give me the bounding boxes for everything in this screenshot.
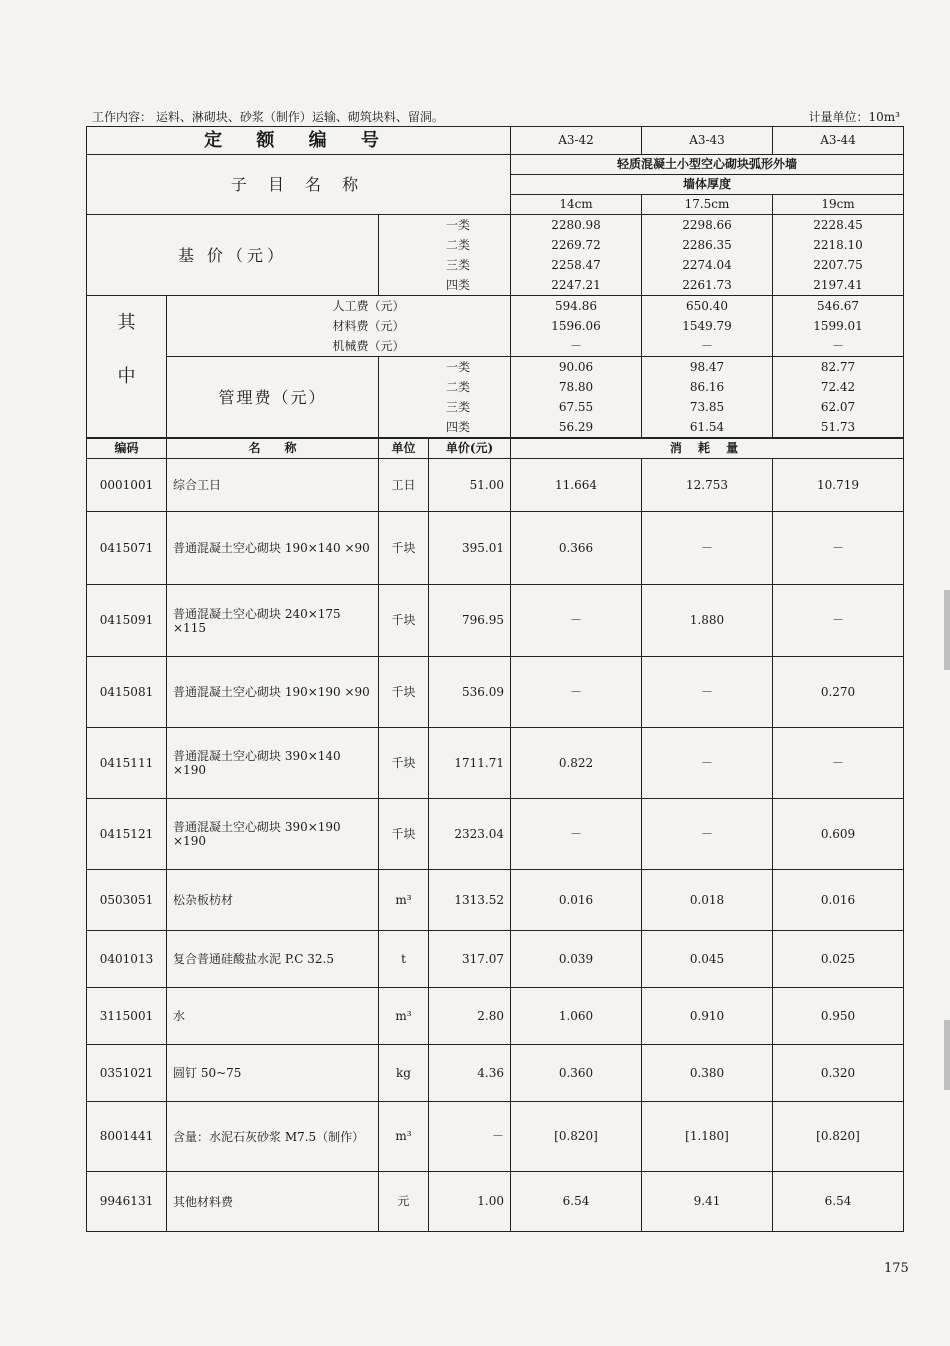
col-unit: 单位 — [379, 438, 429, 459]
consumption-a3-44: 0.950 — [773, 988, 904, 1045]
resource-unit: 千块 — [379, 512, 429, 585]
consumption-a3-43: 0.045 — [642, 931, 773, 988]
resource-price: 2323.04 — [429, 799, 511, 870]
resource-price: 317.07 — [429, 931, 511, 988]
cost-breakdown-labels — [227, 296, 510, 356]
resource-price: 2.80 — [429, 988, 511, 1045]
col-price: 单价(元) — [429, 438, 511, 459]
base-price-value: 2298.66 — [682, 218, 732, 232]
mgmt-value: 67.55 — [558, 400, 594, 414]
machine-value: － — [831, 339, 844, 353]
consumption-a3-44: 0.320 — [773, 1045, 904, 1102]
resource-name: 水 — [167, 988, 379, 1045]
table-row — [87, 931, 904, 988]
labor-value: 594.86 — [555, 299, 597, 313]
consumption-a3-42: 1.060 — [511, 988, 642, 1045]
page-number: 175 — [884, 1261, 909, 1276]
mgmt-value: 73.85 — [689, 400, 725, 414]
costs-a3-42 — [511, 296, 641, 356]
resource-name: 复合普通硅酸盐水泥 P.C 32.5 — [167, 931, 379, 988]
col-name: 名 称 — [167, 438, 379, 459]
base-prices-a3-43 — [642, 215, 772, 295]
consumption-a3-43: － — [642, 512, 773, 585]
base-price-value: 2286.35 — [682, 238, 732, 252]
class-4: 四类 — [445, 278, 470, 292]
base-prices-a3-44 — [773, 215, 903, 295]
resource-rows — [87, 459, 904, 1232]
resource-price: 1.00 — [429, 1172, 511, 1232]
class-3: 三类 — [445, 400, 470, 414]
resource-name: 松杂板枋材 — [167, 870, 379, 931]
labor-label: 人工费（元） — [332, 299, 405, 313]
base-price-value: 2218.10 — [813, 238, 863, 252]
base-price-value: 2258.47 — [551, 258, 601, 272]
mgmt-value: 62.07 — [820, 400, 856, 414]
resource-code: 0503051 — [87, 870, 167, 931]
resource-price: 796.95 — [429, 585, 511, 657]
costs-a3-44 — [773, 296, 903, 356]
work-content: 工作内容： 运料、淋砌块、砂浆（制作）运输、砌筑块料、留洞。 — [92, 110, 444, 124]
material-value: 1596.06 — [551, 319, 601, 333]
consumption-a3-43: [1.180] — [642, 1102, 773, 1172]
consumption-a3-43: 0.380 — [642, 1045, 773, 1102]
consumption-a3-44: 0.270 — [773, 657, 904, 728]
code-a3-42: A3-42 — [511, 127, 642, 155]
mgmt-value: 90.06 — [558, 360, 594, 374]
resource-price: 395.01 — [429, 512, 511, 585]
consumption-a3-43: － — [642, 657, 773, 728]
consumption-a3-44: 6.54 — [773, 1172, 904, 1232]
consumption-a3-43: 12.753 — [642, 459, 773, 512]
mgmt-value: 56.29 — [558, 420, 594, 434]
mgmt-value: 61.54 — [689, 420, 725, 434]
table-row — [87, 728, 904, 799]
class-1: 一类 — [445, 360, 470, 374]
consumption-a3-44: 0.025 — [773, 931, 904, 988]
code-a3-43: A3-43 — [642, 127, 773, 155]
item-name-label: 子 目 名 称 — [87, 155, 511, 215]
qi-label: 其 — [117, 312, 136, 333]
resource-unit: 千块 — [379, 657, 429, 728]
resource-code: 8001441 — [87, 1102, 167, 1172]
base-price-value: 2274.04 — [682, 258, 732, 272]
table-row — [87, 1045, 904, 1102]
mgmt-value: 86.16 — [689, 380, 725, 394]
resource-name: 圆钉 50~75 — [167, 1045, 379, 1102]
mgmt-a3-42 — [511, 357, 641, 437]
resource-name: 普通混凝土空心砌块 190×190 ×90 — [167, 657, 379, 728]
resource-code: 9946131 — [87, 1172, 167, 1232]
resource-code: 0415121 — [87, 799, 167, 870]
quota-no-label: 定 额 编 号 — [87, 127, 511, 155]
resource-unit: kg — [379, 1045, 429, 1102]
table-row — [87, 1102, 904, 1172]
col-code: 编码 — [87, 438, 167, 459]
mgmt-value: 98.47 — [689, 360, 725, 374]
resource-code: 3115001 — [87, 988, 167, 1045]
base-price-value: 2207.75 — [813, 258, 863, 272]
table-row — [87, 799, 904, 870]
thickness-19: 19cm — [773, 195, 904, 215]
class-2: 二类 — [445, 380, 470, 394]
quota-table-frame — [86, 126, 903, 1232]
consumption-a3-44: － — [773, 585, 904, 657]
mgmt-a3-43 — [642, 357, 772, 437]
page-header — [92, 108, 900, 124]
class-1: 一类 — [445, 218, 470, 232]
consumption-a3-42: 0.039 — [511, 931, 642, 988]
edge-shadow — [944, 590, 950, 670]
costs-a3-43 — [642, 296, 772, 356]
resource-name: 普通混凝土空心砌块 390×140 ×190 — [167, 728, 379, 799]
consumption-a3-42: [0.820] — [511, 1102, 642, 1172]
resource-price: 51.00 — [429, 459, 511, 512]
consumption-a3-43: 1.880 — [642, 585, 773, 657]
machine-value: － — [569, 339, 582, 353]
resource-unit: 元 — [379, 1172, 429, 1232]
base-price-value: 2247.21 — [551, 278, 601, 292]
consumption-a3-43: 9.41 — [642, 1172, 773, 1232]
mgmt-value: 72.42 — [820, 380, 856, 394]
resource-name: 其他材料费 — [167, 1172, 379, 1232]
consumption-a3-43: 0.018 — [642, 870, 773, 931]
resource-code: 0001001 — [87, 459, 167, 512]
base-price-label: 基 价（元） — [87, 215, 379, 296]
table-row — [87, 585, 904, 657]
table-row — [87, 459, 904, 512]
labor-value: 546.67 — [817, 299, 859, 313]
zhong-label: 中 — [117, 366, 136, 387]
base-prices-a3-42 — [511, 215, 641, 295]
machine-value: － — [700, 339, 713, 353]
consumption-a3-44: 10.719 — [773, 459, 904, 512]
consumption-a3-44: 0.609 — [773, 799, 904, 870]
mgmt-value: 51.73 — [820, 420, 856, 434]
resource-code: 0415091 — [87, 585, 167, 657]
mgmt-label: 管理费（元） — [167, 357, 379, 439]
code-a3-44: A3-44 — [773, 127, 904, 155]
consumption-a3-44: [0.820] — [773, 1102, 904, 1172]
resource-name: 含量：水泥石灰砂浆 M7.5（制作） — [167, 1102, 379, 1172]
resource-price: 1711.71 — [429, 728, 511, 799]
machine-label: 机械费（元） — [332, 339, 405, 353]
resource-unit: m³ — [379, 1102, 429, 1172]
material-label: 材料费（元） — [332, 319, 405, 333]
table-row — [87, 657, 904, 728]
resource-unit: 千块 — [379, 799, 429, 870]
consumption-a3-43: － — [642, 799, 773, 870]
resource-code: 0415071 — [87, 512, 167, 585]
table-row — [87, 512, 904, 585]
col-consumption: 消 耗 量 — [511, 438, 904, 459]
consumption-a3-42: 0.016 — [511, 870, 642, 931]
class-4: 四类 — [445, 420, 470, 434]
resource-name: 普通混凝土空心砌块 390×190 ×190 — [167, 799, 379, 870]
resource-price: 1313.52 — [429, 870, 511, 931]
consumption-a3-42: 6.54 — [511, 1172, 642, 1232]
consumption-a3-43: － — [642, 728, 773, 799]
consumption-a3-44: － — [773, 512, 904, 585]
resource-name: 普通混凝土空心砌块 190×140 ×90 — [167, 512, 379, 585]
base-class-list — [379, 215, 470, 295]
thickness-14: 14cm — [511, 195, 642, 215]
resource-price: 536.09 — [429, 657, 511, 728]
material-value: 1599.01 — [813, 319, 863, 333]
consumption-a3-42: － — [511, 585, 642, 657]
resource-price: － — [429, 1102, 511, 1172]
class-2: 二类 — [445, 238, 470, 252]
measure-unit: 计量单位：10m³ — [808, 110, 900, 124]
class-3: 三类 — [445, 258, 470, 272]
consumption-a3-43: 0.910 — [642, 988, 773, 1045]
resource-unit: 千块 — [379, 728, 429, 799]
base-price-value: 2261.73 — [682, 278, 732, 292]
consumption-a3-42: 11.664 — [511, 459, 642, 512]
base-price-value: 2228.45 — [813, 218, 863, 232]
mgmt-value: 78.80 — [558, 380, 594, 394]
consumption-a3-42: － — [511, 657, 642, 728]
consumption-a3-42: 0.366 — [511, 512, 642, 585]
resource-price: 4.36 — [429, 1045, 511, 1102]
mgmt-class-list — [379, 357, 470, 437]
resource-code: 0401013 — [87, 931, 167, 988]
thickness-17-5: 17.5cm — [642, 195, 773, 215]
base-price-value: 2197.41 — [813, 278, 863, 292]
resource-code: 0351021 — [87, 1045, 167, 1102]
base-price-value: 2280.98 — [551, 218, 601, 232]
resource-code: 0415081 — [87, 657, 167, 728]
resource-unit: m³ — [379, 988, 429, 1045]
resource-unit: m³ — [379, 870, 429, 931]
material-value: 1549.79 — [682, 319, 732, 333]
table-row — [87, 988, 904, 1045]
consumption-a3-44: 0.016 — [773, 870, 904, 931]
base-price-value: 2269.72 — [551, 238, 601, 252]
resource-name: 普通混凝土空心砌块 240×175 ×115 — [167, 585, 379, 657]
consumption-a3-42: 0.360 — [511, 1045, 642, 1102]
resource-name: 综合工日 — [167, 459, 379, 512]
thickness-subtitle: 墙体厚度 — [511, 175, 904, 195]
labor-value: 650.40 — [686, 299, 728, 313]
consumption-a3-42: － — [511, 799, 642, 870]
mgmt-value: 82.77 — [820, 360, 856, 374]
quota-table — [86, 126, 904, 1232]
consumption-a3-44: － — [773, 728, 904, 799]
consumption-a3-42: 0.822 — [511, 728, 642, 799]
mgmt-a3-44 — [773, 357, 903, 437]
edge-shadow — [944, 1020, 950, 1090]
table-row — [87, 1172, 904, 1232]
table-row — [87, 870, 904, 931]
group-title: 轻质混凝土小型空心砌块弧形外墙 — [511, 155, 904, 175]
resource-code: 0415111 — [87, 728, 167, 799]
resource-unit: t — [379, 931, 429, 988]
resource-unit: 千块 — [379, 585, 429, 657]
resource-unit: 工日 — [379, 459, 429, 512]
